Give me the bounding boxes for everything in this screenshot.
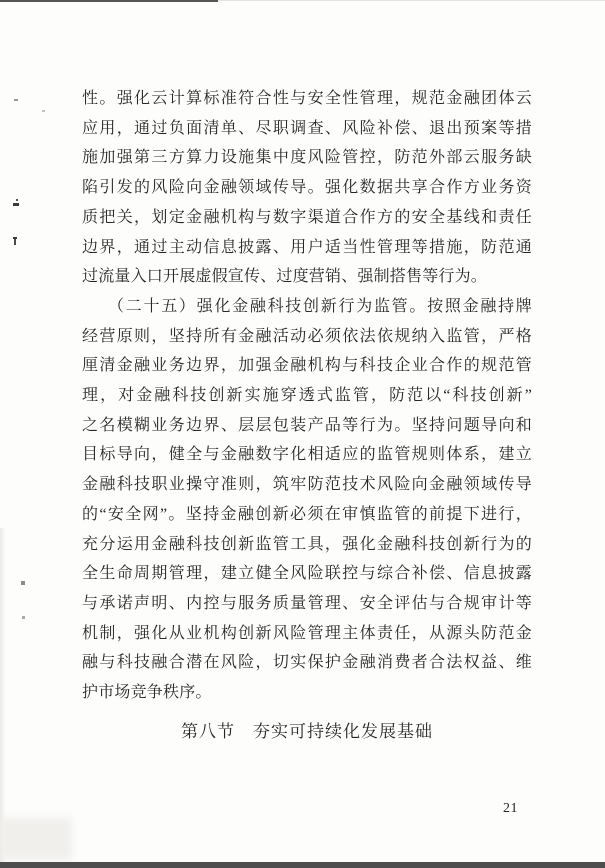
- scan-speck: [14, 239, 16, 245]
- text-line: 施加强第三方算力设施集中度风险管控，防范外部云服务缺: [82, 149, 532, 167]
- text-line: 边界，通过主动信息披露、用户适当性管理等措施，防范通: [82, 238, 532, 256]
- scan-speck: [21, 581, 25, 585]
- text-line: 目标导向，健全与金融数字化相适应的监管规则体系，建立: [82, 446, 532, 464]
- text-line: 金融科技职业操守准则，筑牢防范技术风险向金融领域传导: [82, 476, 532, 494]
- text-line: 质把关，划定金融机构与数字渠道合作方的安全基线和责任: [82, 208, 532, 226]
- scan-edge-left: [0, 528, 6, 862]
- text-line: 充分运用金融科技创新监管工具，强化金融科技创新行为的: [82, 535, 532, 553]
- scan-smudge: [0, 818, 72, 860]
- section-heading: 第八节 夯实可持续化发展基础: [181, 722, 433, 741]
- text-line: 与承诺声明、内控与服务质量管理、安全评估与合规审计等: [82, 594, 532, 612]
- text-line: 过流量入口开展虚假宣传、过度营销、强制搭售等行为。: [82, 268, 488, 286]
- scan-edge-top-light: [218, 0, 605, 1]
- scan-speck: [42, 110, 45, 112]
- text-line: （二十五）强化金融科技创新行为监管。按照金融持牌: [108, 297, 532, 315]
- page-number: 21: [503, 801, 518, 816]
- scan-speck: [16, 199, 18, 201]
- text-line: 性。强化云计算标准符合性与安全性管理，规范金融团体云: [82, 90, 532, 107]
- scan-speck: [13, 203, 19, 206]
- text-line: 机制，强化从业机构创新风险管理主体责任，从源头防范金: [82, 624, 532, 642]
- document-body: [82, 84, 532, 708]
- text-line: 全生命周期管理，建立健全风险联控与综合补偿、信息披露: [82, 565, 532, 583]
- text-line: 之名模糊业务边界、层层包装产品等行为。坚持问题导向和: [82, 416, 532, 434]
- scan-speck: [22, 616, 25, 619]
- scan-speck: [14, 99, 18, 101]
- text-line: 经营原则，坚持所有金融活动必须依法依规纳入监管，严格: [82, 327, 532, 345]
- scan-edge-top: [0, 0, 218, 2]
- text-line: 陷引发的风险向金融领域传导。强化数据共享合作方业务资: [82, 179, 532, 197]
- text-line: 融与科技融合潜在风险，切实保护金融消费者合法权益、维: [82, 654, 532, 672]
- text-line: 应用，通过负面清单、尽职调查、风险补偿、退出预案等措: [82, 119, 532, 137]
- scan-edge-bottom: [0, 862, 605, 868]
- text-line: 的“安全网”。坚持金融创新必须在审慎监管的前提下进行，: [82, 505, 532, 523]
- text-line: 理，对金融科技创新实施穿透式监管，防范以“科技创新”: [82, 387, 532, 405]
- text-line: 护市场竞争秩序。: [82, 684, 212, 702]
- text-line: 厘清金融业务边界，加强金融机构与科技企业合作的规范管: [82, 357, 532, 375]
